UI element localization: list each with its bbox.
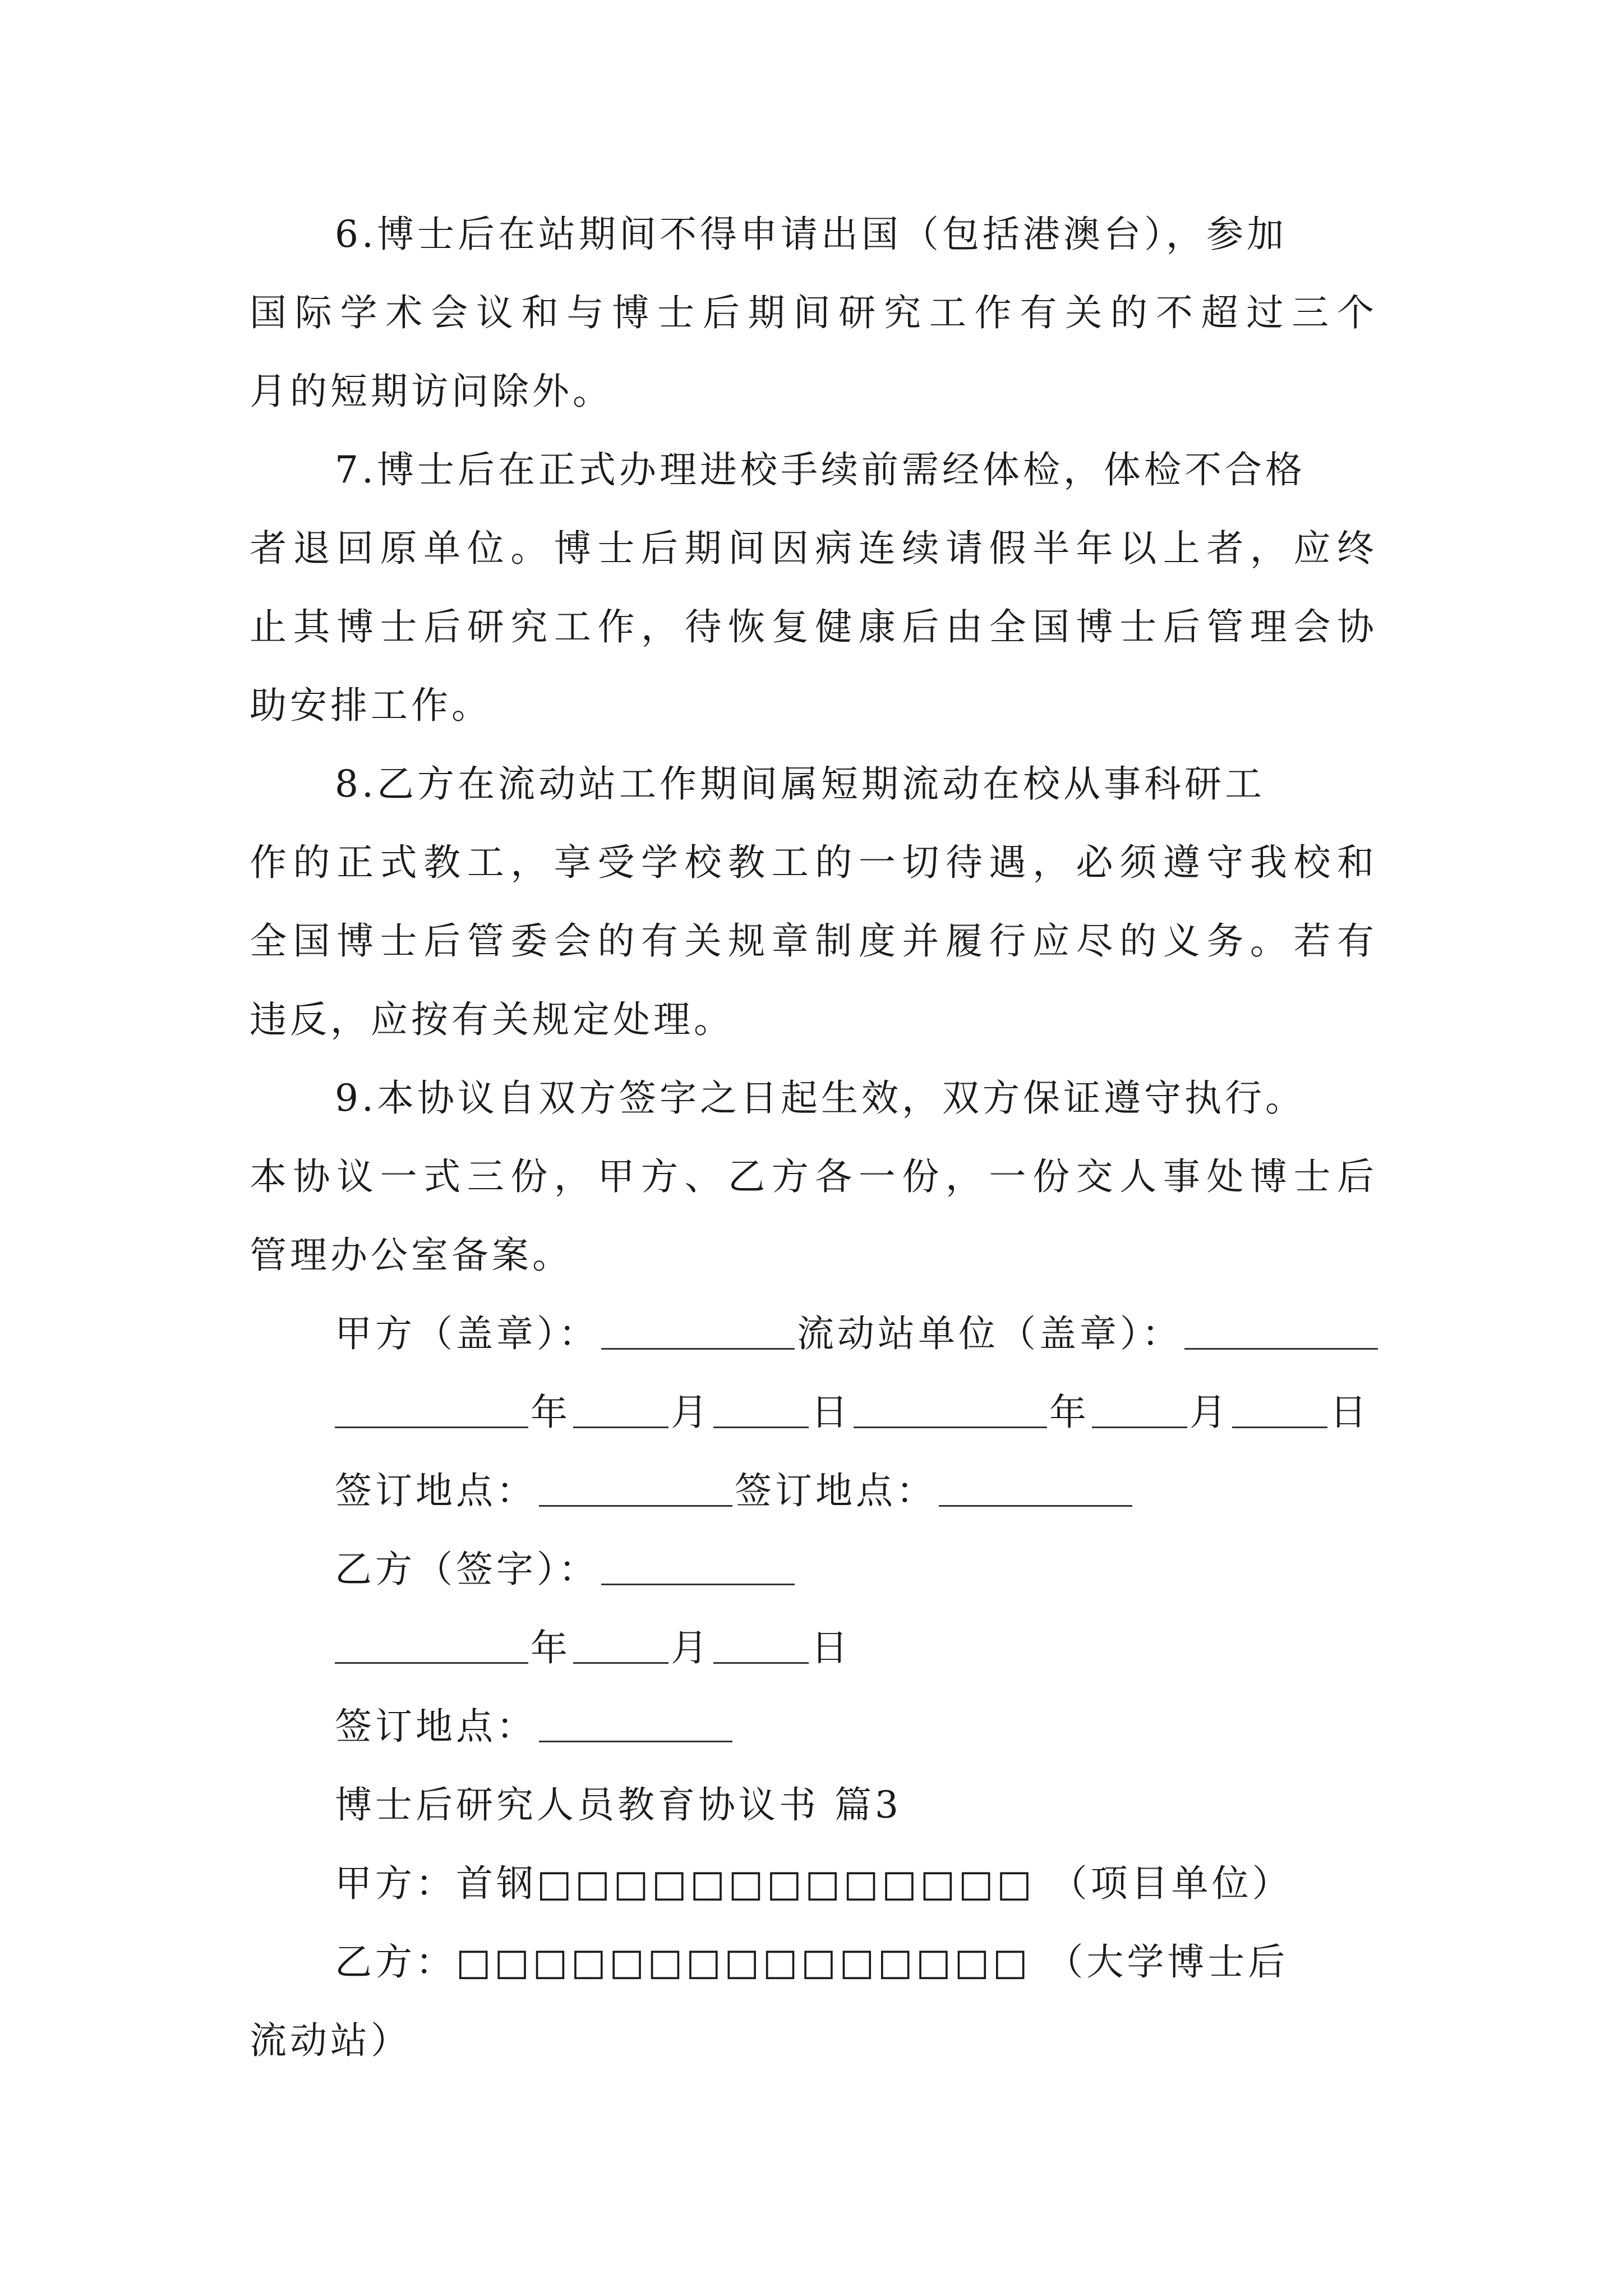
p8-line-2: 作的正式教工，享受学校教工的一切待遇，必须遵守我校和: [250, 841, 1374, 884]
place-label-c: 签订地点：: [335, 1705, 537, 1748]
p9-line-3: 管理办公室备案。: [250, 1234, 573, 1277]
signature-date-row-1: [335, 1387, 1370, 1438]
year-blank-b[interactable]: [854, 1393, 1047, 1428]
signature-place-row: [335, 1466, 1135, 1516]
year-label-b: 年: [1049, 1391, 1090, 1434]
place-blank-a[interactable]: [539, 1471, 732, 1507]
p7-line-1: 7.博士后在正式办理进校手续前需经体检，体检不合格: [335, 448, 1306, 491]
day-blank-a[interactable]: [713, 1393, 809, 1428]
month-label-b: 月: [1189, 1391, 1230, 1434]
day-blank-b[interactable]: [1232, 1393, 1327, 1428]
signature-party-b-row: [335, 1544, 797, 1595]
party-b-sign-blank[interactable]: [601, 1550, 795, 1585]
p9-line-1: 9.本协议自双方签字之日起生效，双方保证遵守执行。: [335, 1076, 1306, 1120]
p6-line-3: 月的短期访问除外。: [250, 370, 613, 413]
month-blank-a[interactable]: [573, 1393, 668, 1428]
month-blank-c[interactable]: [573, 1628, 668, 1664]
day-blank-c[interactable]: [713, 1628, 809, 1664]
party-a-seal-label: 甲方（盖章）：: [335, 1312, 599, 1355]
p7-line-4: 助安排工作。: [250, 684, 492, 727]
place-label-b: 签订地点：: [735, 1469, 937, 1512]
party-b-sign-label: 乙方（签字）：: [335, 1548, 599, 1591]
party-a-seal-blank[interactable]: [601, 1314, 795, 1350]
signature-party-a-row: [335, 1309, 1380, 1359]
year-blank-c[interactable]: [335, 1628, 528, 1664]
section3-party-b-line-1: 乙方：□□□□□□□□□□□□□□□ （大学博士后: [335, 1940, 1289, 1984]
p9-line-2: 本协议一式三份，甲方、乙方各一份，一份交人事处博士后: [250, 1155, 1374, 1198]
year-label-c: 年: [531, 1626, 571, 1669]
month-label-a: 月: [671, 1391, 711, 1434]
section3-party-a: 甲方：首钢□□□□□□□□□□□□□ （项目单位）: [335, 1862, 1293, 1905]
station-seal-label: 流动站单位（盖章）：: [797, 1312, 1182, 1355]
p7-line-3: 止其博士后研究工作，待恢复健康后由全国博士后管理会协: [250, 605, 1374, 648]
p8-line-4: 违反，应按有关规定处理。: [250, 998, 734, 1041]
place-blank-c[interactable]: [539, 1707, 732, 1742]
p8-line-1: 8.乙方在流动站工作期间属短期流动在校从事科研工: [335, 762, 1265, 806]
p7-line-2: 者退回原单位。博士后期间因病连续请假半年以上者，应终: [250, 527, 1374, 570]
section3-party-b-line-2: 流动站）: [250, 2019, 411, 2062]
signature-place-row-2: [335, 1701, 735, 1752]
month-label-c: 月: [671, 1626, 711, 1669]
year-label-a: 年: [531, 1391, 571, 1434]
day-label-c: 日: [811, 1626, 851, 1669]
signature-date-row-2: [335, 1623, 851, 1673]
place-blank-b[interactable]: [939, 1471, 1132, 1507]
station-seal-blank[interactable]: [1184, 1314, 1378, 1350]
p6-line-2: 国际学术会议和与博士后期间研究工作有关的不超过三个: [250, 291, 1374, 334]
section3-heading: 博士后研究人员教育协议书 篇3: [335, 1783, 902, 1826]
p6-line-1: 6.博士后在站期间不得申请出国（包括港澳台），参加: [335, 213, 1287, 256]
month-blank-b[interactable]: [1092, 1393, 1187, 1428]
p8-line-3: 全国博士后管委会的有关规章制度并履行应尽的义务。若有: [250, 919, 1374, 963]
day-label-b: 日: [1330, 1391, 1370, 1434]
day-label-a: 日: [811, 1391, 851, 1434]
year-blank-a[interactable]: [335, 1393, 528, 1428]
place-label-a: 签订地点：: [335, 1469, 537, 1512]
